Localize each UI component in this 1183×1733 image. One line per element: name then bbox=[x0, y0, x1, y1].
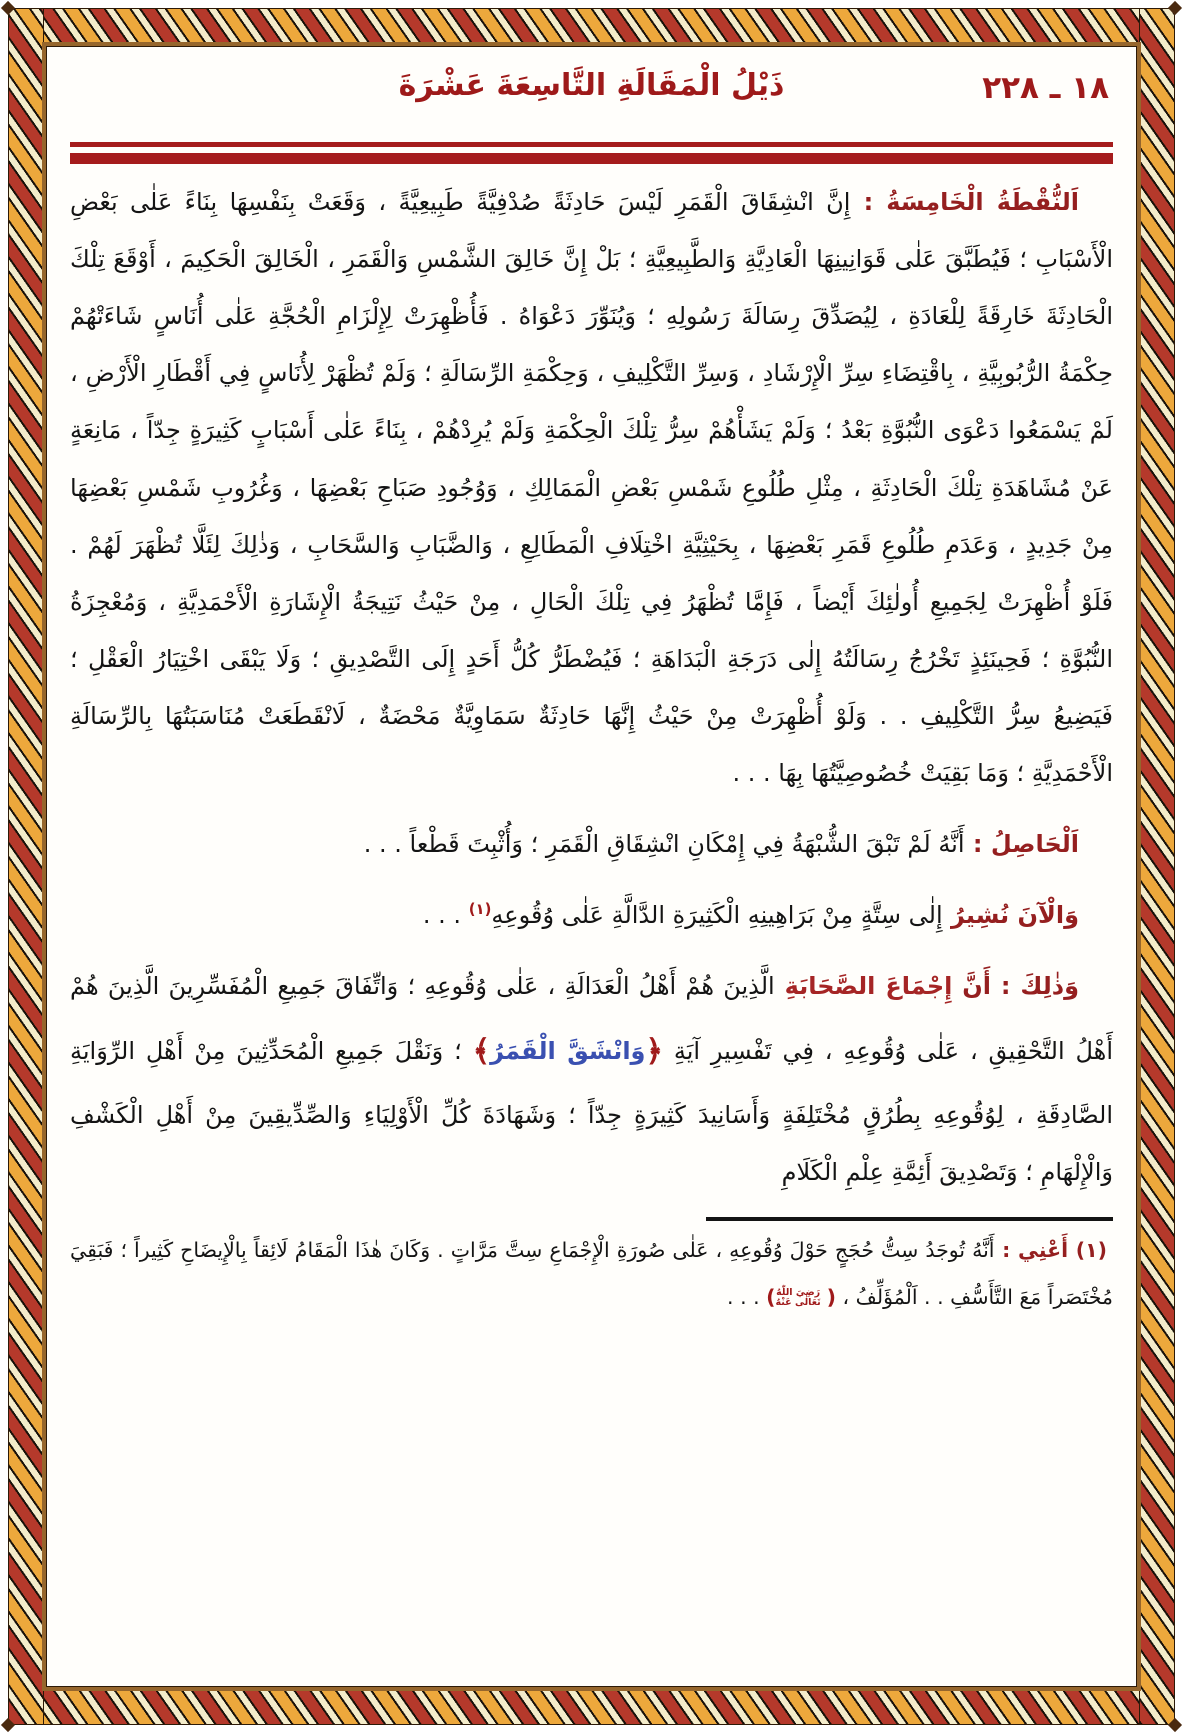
radi-allahu-anhu-seal bbox=[766, 1285, 836, 1309]
page-number: ٢٢٨ ـ ١٨ bbox=[982, 70, 1109, 106]
footnote-text: . . . bbox=[727, 1285, 767, 1310]
footnote-text: أَنَّهُ تُوجَدُ سِتُّ حُجَجٍ حَوْلَ وُقُوعِهِ ، عَلٰى صُورَةِ الْإِجْمَاعِ سِتَّ مَرَّاتٍ . وَكَانَ هٰذَا الْمَقَامُ لَائِقاً بِالْإِيضَاحِ كَثِيراً ؛ فَبَقِيَ مُخْتَصَراً مَعَ التَّأَسُّفِ . . اَلْمُؤَلِّفُ ، bbox=[70, 1238, 1113, 1310]
paragraph-text: أَنَّهُ لَمْ تَبْقَ الشُّبْهَةُ فِي إِمْكَانِ انْشِقَاقِ الْقَمَرِ ؛ وَأُثْبِتَ قَطْعاً . . . bbox=[363, 830, 965, 859]
paragraph-conclusion bbox=[70, 816, 1113, 873]
paragraph-text: ؛ وَنَقْلَ جَمِيعِ الْمُحَدِّثِينَ مِنْ أَهْلِ الرِّوَايَةِ الصَّادِقَةِ ، لِوُقُوعِهِ بِطُرُقٍ مُخْتَلِفَةٍ وَأَسَانِيدَ كَثِيرَةٍ جِدّاً ؛ وَشَهَادَةَ كُلِّ الْأَوْلِيَاءِ وَالصِّدِّيقِينَ مِنْ أَهْلِ الْكَشْفِ وَالْإِلْهَامِ ؛ وَتَصْدِيقَ أَئِمَّةِ عِلْمِ الْكَلَامِ bbox=[70, 1036, 1113, 1187]
section-keyword: إِجْمَاعَ الصَّحَابَةِ bbox=[774, 972, 953, 1001]
section-keyword: وَذٰلِكَ : أَنَّ bbox=[952, 972, 1080, 1001]
seal-calligraphy bbox=[776, 1288, 827, 1309]
footnote bbox=[70, 1227, 1113, 1321]
page-content bbox=[42, 42, 1141, 1691]
section-keyword: وَالْآنَ نُشِيرُ bbox=[942, 901, 1079, 930]
footnote-separator bbox=[706, 1217, 1113, 1221]
border-ornament-bottom bbox=[8, 1689, 1175, 1725]
paragraph-text: الَّذِينَ هُمْ أَهْلُ الْعَدَالَةِ ، عَلٰى وُقُوعِهِ ؛ وَاتِّفَاقَ جَمِيعِ الْمُفَسِّرِينَ الَّذِينَ هُمْ أَهْلُ التَّحْقِيقِ ، عَلٰى وُقُوعِهِ ، فِي تَفْسِيرِ آيَةِ bbox=[70, 972, 1113, 1065]
footnote-marker: (١) أَعْنِي : bbox=[994, 1238, 1107, 1263]
seal-line-top: رَضِيَ اللّٰهُ bbox=[776, 1286, 821, 1298]
header-rule bbox=[70, 142, 1113, 164]
body-text bbox=[70, 174, 1113, 1201]
paragraph-text: إِنَّ انْشِقَاقَ الْقَمَرِ لَيْسَ حَادِثَةً صُدْفِيَّةً طَبِيعِيَّةً ، وَقَعَتْ بِنَفْسِهَا بِنَاءً عَلٰى بَعْضِ الْأَسْبَابِ ؛ فَيُطَبَّقَ عَلٰى قَوَانِينِهَا الْعَادِيَّةِ وَالطَّبِيعِيَّةِ ؛ بَلْ إِنَّ خَالِقَ الشَّمْسِ وَالْقَمَرِ ، الْخَالِقَ الْحَكِيمَ ، أَوْقَعَ تِلْكَ الْحَادِثَةَ خَارِقَةً لِلْعَادَةِ ، لِيُصَدِّقَ رِسَالَةَ رَسُولِهِ ؛ وَيُنَوِّرَ دَعْوَاهُ . فَأُظْهِرَتْ لِإِلْزَامِ الْحُجَّةِ عَلٰى أُنَاسٍ شَاءَتْهُمْ حِكْمَةُ الرُّبُوبِيَّةِ ، بِاقْتِضَاءِ سِرِّ الْإِرْشَادِ ، وَسِرِّ التَّكْلِيفِ ، وَحِكْمَةِ الرِّسَالَةِ ؛ وَلَمْ تُظْهَرْ لِأُنَاسٍ فِي أَقْطَارِ الْأَرْضِ ، لَمْ يَسْمَعُوا دَعْوَى النُّبُوَّةِ بَعْدُ ؛ وَلَمْ يَشَأْهُمْ سِرُّ تِلْكَ الْحِكْمَةِ وَلَمْ يُرِدْهُمْ ، بِنَاءً عَلٰى أَسْبَابٍ كَثِيرَةٍ جِدّاً ، مَانِعَةٍ عَنْ مُشَاهَدَةِ تِلْكَ الْحَادِثَةِ ، مِثْلِ طُلُوعِ شَمْسِ بَعْضِ الْمَمَالِكِ ، وَوُجُودِ صَبَاحِ بَعْضِهَا ، وَغُرُوبِ شَمْسِ بَعْضِهَا مِنْ جَدِيدٍ ، وَعَدَمِ طُلُوعِ قَمَرِ بَعْضِهَا ، بِحَيْثِيَّةِ اخْتِلَافِ الْمَطَالِعِ ، وَالضَّبَابِ وَالسَّحَابِ ، وَذٰلِكَ لِئَلَّا تُظْهَرَ لَهُمْ . فَلَوْ أُظْهِرَتْ لِجَمِيعِ أُولٰئِكَ أَيْضاً ، فَإِمَّا تُظْهَرُ فِي تِلْكَ الْحَالِ ، مِنْ حَيْثُ نَتِيجَةُ الْإِشَارَةِ الْأَحْمَدِيَّةِ ، وَمُعْجِزَةُ النُّبُوَّةِ ؛ فَحِينَئِذٍ تَخْرُجُ رِسَالَتُهُ إِلٰى دَرَجَةِ الْبَدَاهَةِ ؛ فَيُضْطَرُّ كُلُّ أَحَدٍ إِلَى التَّصْدِيقِ ؛ وَلَا يَبْقَى اخْتِيَارُ الْعَقْلِ ؛ فَيَضِيعُ سِرُّ التَّكْلِيفِ . . وَلَوْ أُظْهِرَتْ مِنْ حَيْثُ إِنَّهَا حَادِثَةٌ سَمَاوِيَّةٌ مَحْضَةٌ ، لَانْقَطَعَتْ مُنَاسَبَتُهَا بِالرِّسَالَةِ الْأَحْمَدِيَّةِ ؛ وَمَا بَقِيَتْ خُصُوصِيَّتُهَا بِهَا . . . bbox=[70, 188, 1113, 788]
header-rule-thin bbox=[70, 142, 1113, 147]
header-rule-thick bbox=[70, 153, 1113, 164]
paragraph-text: إِلٰى سِتَّةٍ مِنْ بَرَاهِينِهِ الْكَثِيرَةِ الدَّالَّةِ عَلٰى وُقُوعِهِ bbox=[491, 901, 943, 930]
seal-line-bottom: تَعَالٰى عَنْهُ bbox=[775, 1297, 821, 1309]
paragraph-point-five bbox=[70, 174, 1113, 802]
border-ornament-left bbox=[8, 8, 44, 1725]
seal-paren-close: ) bbox=[766, 1285, 776, 1310]
quran-verse: وَانْشَقَّ الْقَمَرُ bbox=[490, 1036, 646, 1065]
border-ornament-top bbox=[8, 8, 1175, 44]
verse-bracket-open: ﴿ bbox=[645, 1033, 664, 1069]
paragraph-now-we-indicate bbox=[70, 887, 1113, 944]
section-keyword: اَلْحَاصِلُ : bbox=[964, 830, 1079, 859]
paragraph-text: . . . bbox=[422, 901, 469, 930]
paragraph-consensus bbox=[70, 958, 1113, 1201]
seal-paren-open: ( bbox=[826, 1285, 837, 1310]
page-title: ذَيْلُ الْمَقَالَةِ التَّاسِعَةَ عَشْرَةَ bbox=[398, 68, 785, 103]
page-header bbox=[70, 66, 1113, 128]
border-ornament-right bbox=[1139, 8, 1175, 1725]
section-keyword: اَلنُّقْطَةُ الْخَامِسَةُ : bbox=[850, 188, 1079, 216]
verse-bracket-close: ﴾ bbox=[472, 1033, 491, 1069]
footnote-reference: (١) bbox=[468, 900, 492, 919]
